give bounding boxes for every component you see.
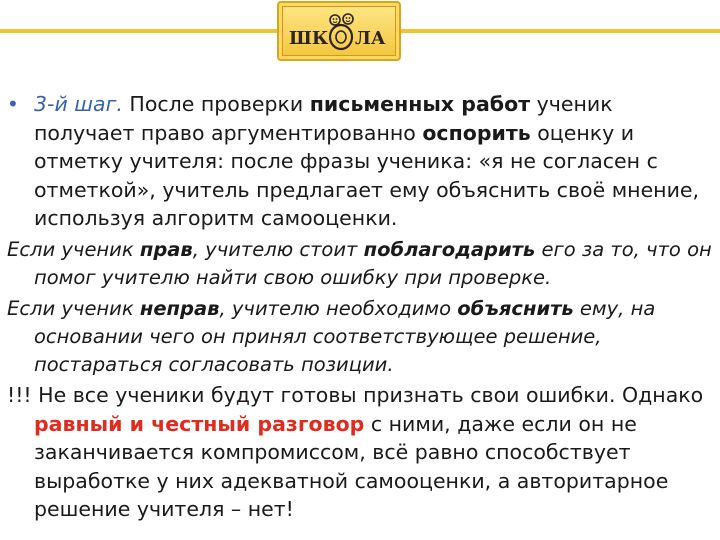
- text-run: его за то, что он помог учителю найти свою ошибку при проверке.: [34, 237, 712, 289]
- bold-term: объяснить: [457, 296, 574, 320]
- logo-text-left: ШК: [289, 28, 329, 49]
- paragraph-student-wrong: [7, 295, 715, 379]
- paragraph-warning: [7, 381, 715, 524]
- school-logo-icon: [326, 11, 356, 53]
- logo-text-right: ЛА: [355, 28, 386, 49]
- text-run: Если ученик: [7, 237, 140, 261]
- text-run: , учителю необходимо: [219, 296, 458, 320]
- text-run: ему, на основании чего он принял соответствующее решение, постараться согласовать позиции.: [34, 296, 656, 376]
- text-run: !!! Не все ученики будут готовы признать свои ошибки. Однако: [7, 382, 704, 407]
- paragraph-step3: [7, 90, 715, 233]
- text-run: , учителю стоит: [192, 237, 364, 261]
- highlight-phrase: равный и честный разговор: [34, 411, 365, 436]
- text-run: оценку и отметку учителя: после фразы ученика: «я не согласен с отметкой», учитель предлагает ему объяснить своё мнение, используя алгоритм самооценки.: [34, 120, 700, 231]
- text-run: После проверки: [122, 92, 310, 116]
- slide-content: [7, 90, 715, 524]
- paragraph-student-right: [7, 236, 715, 292]
- bold-term: поблагодарить: [363, 237, 536, 261]
- bold-term: письменных работ: [309, 92, 531, 116]
- text-run: ученик получает право аргументированно: [34, 92, 613, 145]
- bold-term: прав: [139, 237, 193, 261]
- text-run: с ними, даже если он не заканчивается компромиссом, всё равно способствует выработке у них адекватной самооценки, а авторитарное решение учителя – нет!: [34, 411, 669, 522]
- text-run: Если ученик: [7, 296, 140, 320]
- bold-term: неправ: [139, 296, 220, 320]
- school-logo: [277, 1, 401, 61]
- bold-term: оспорить: [422, 120, 531, 145]
- bullet-marker: •: [7, 92, 19, 116]
- step-label: 3-й шаг.: [34, 92, 123, 116]
